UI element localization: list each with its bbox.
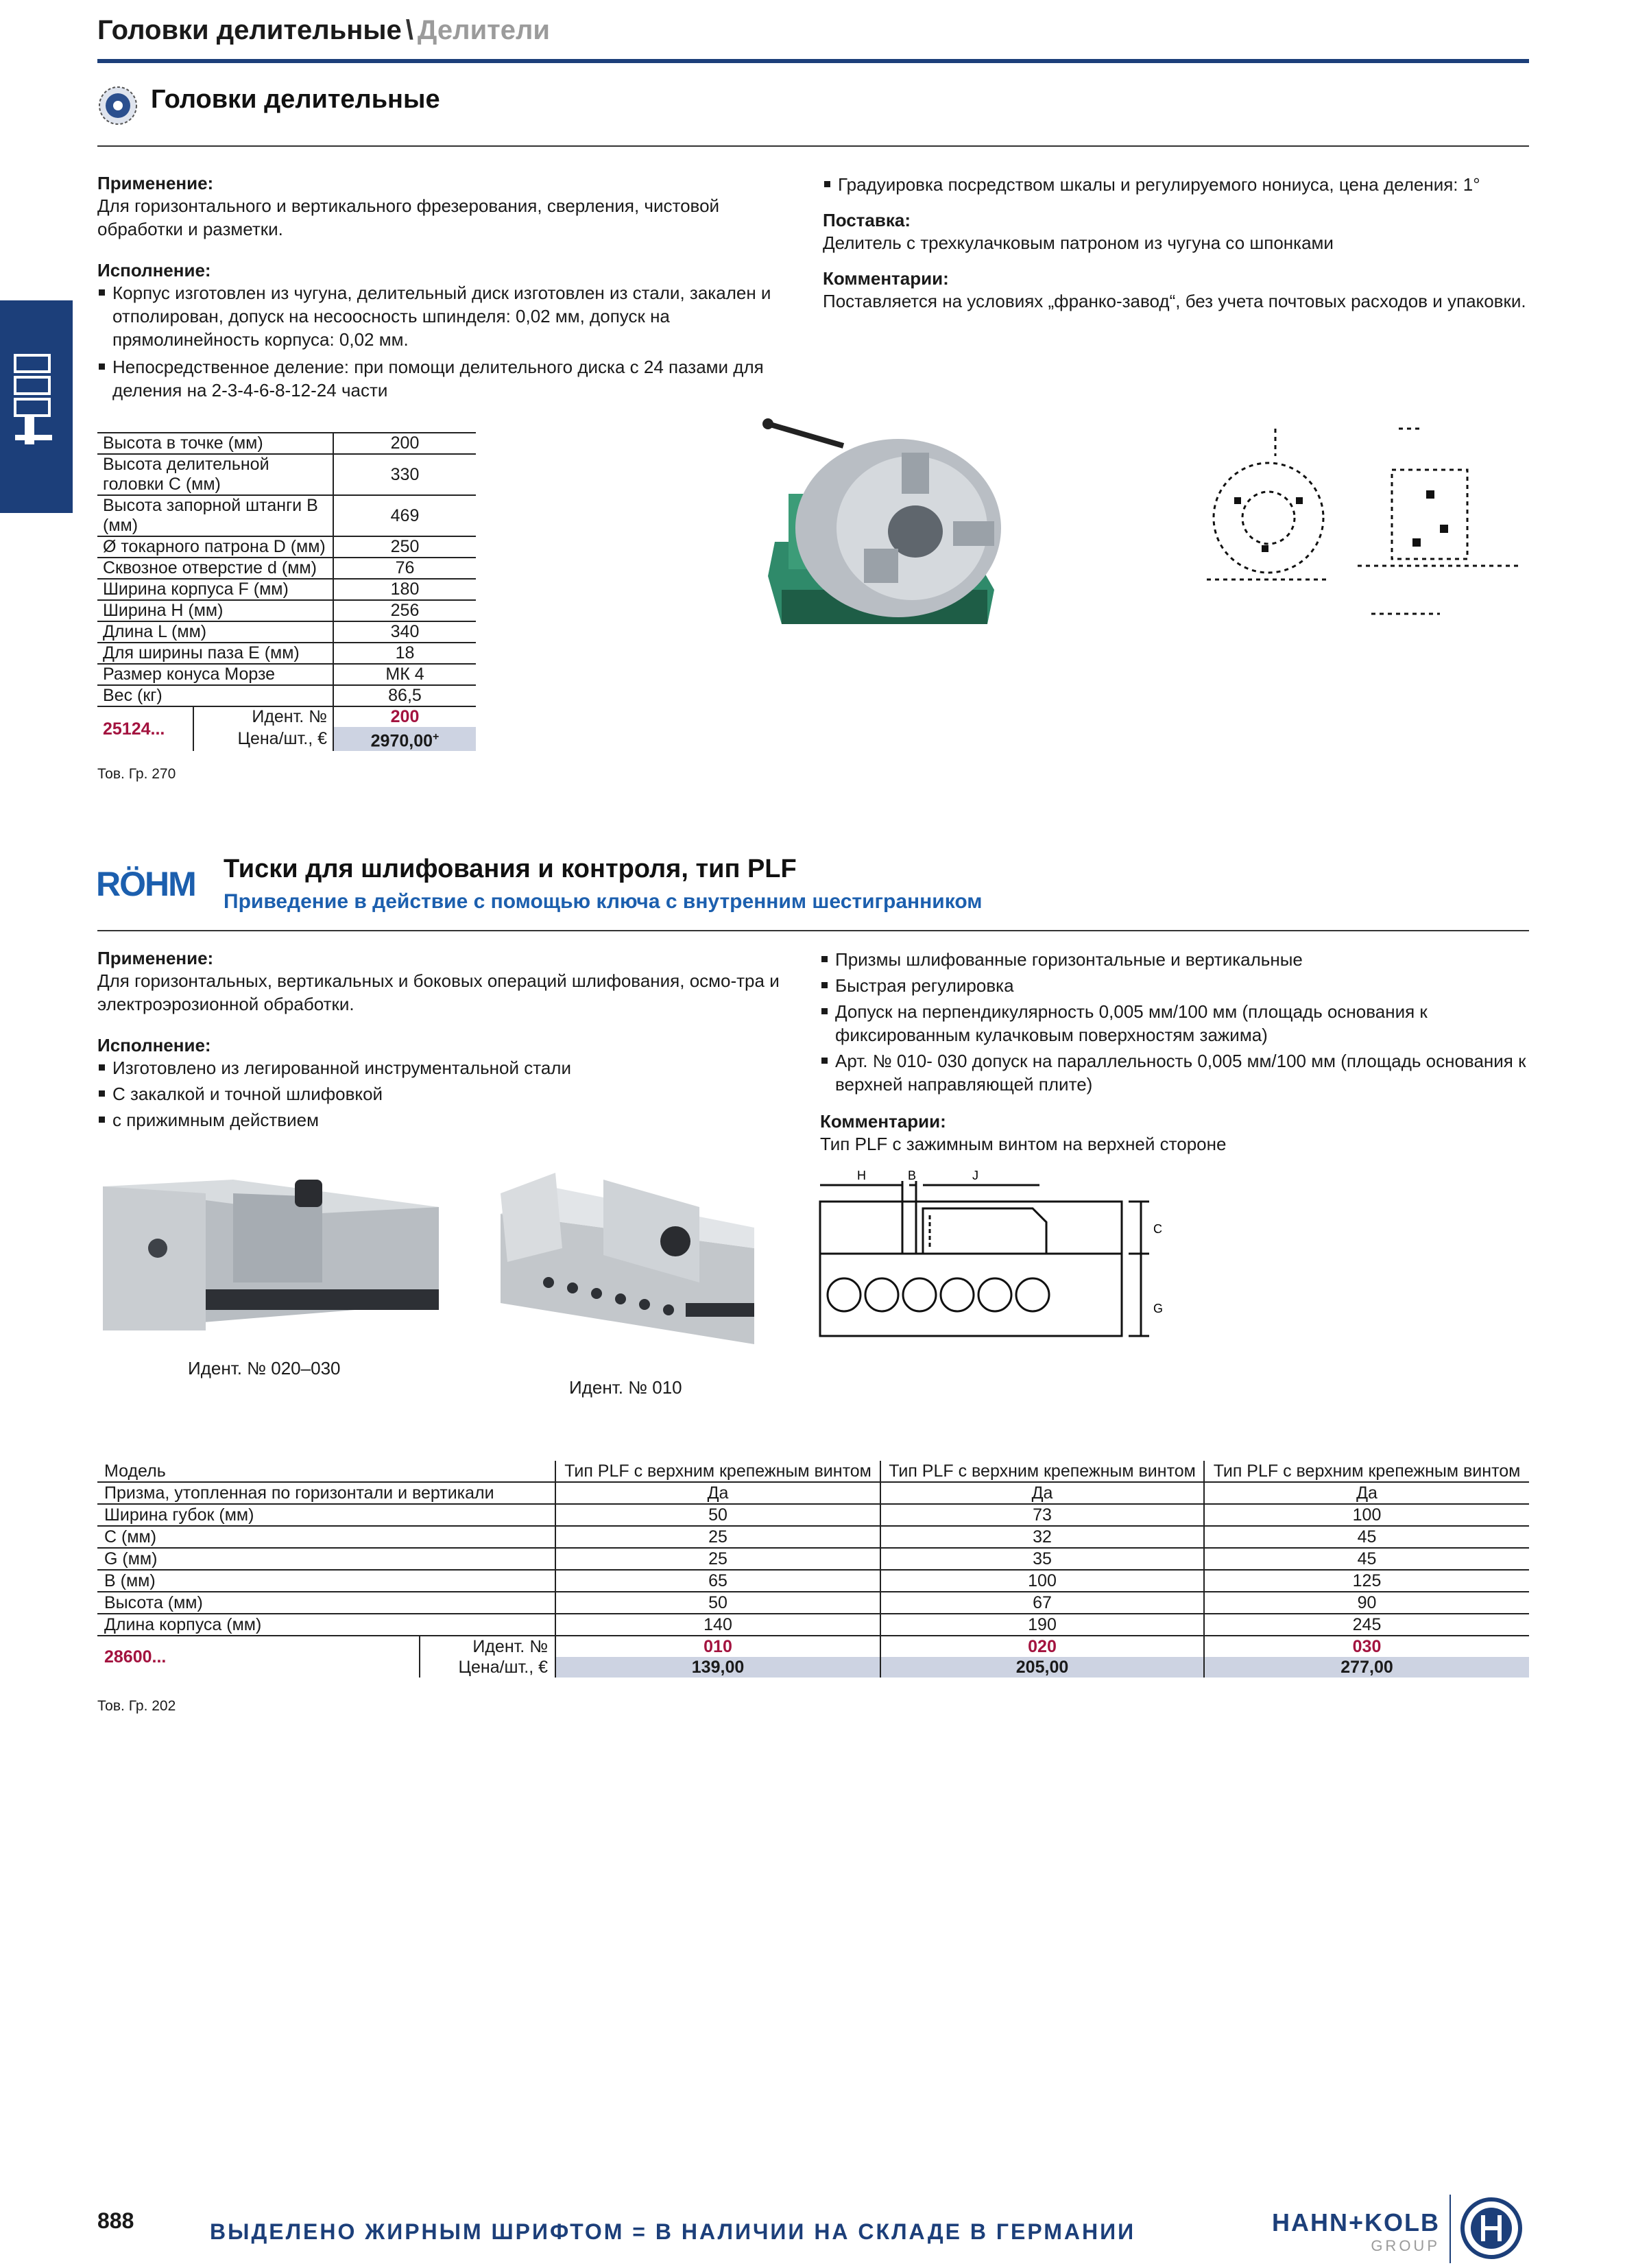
goods-group: Тов. Гр. 202 <box>97 1698 176 1714</box>
footer-logo-divider <box>1449 2195 1451 2263</box>
price-label: Цена/шт., € <box>237 729 327 749</box>
comments-text: Поставляется на условиях „франко-завод“, без учета почтовых расходов и упаковки. <box>823 291 1526 311</box>
logo-bottom-text: GROUP <box>1371 2237 1440 2254</box>
spec-row: Длина L (мм) 340 <box>97 621 476 643</box>
header-title: Головки делительные <box>97 15 402 45</box>
ident-label: Идент. № <box>420 1636 555 1657</box>
design-label: Исполнение: <box>97 260 211 280</box>
price-value: 2970,00+ <box>333 727 476 751</box>
design-bullet: Корпус изготовлен из чугуна, делительный диск изготовлен из стали, закален и отполирован, допуск на несоосность шпинделя: 0,02 мм, допуск на прямолинейность корпуса: 0,02 мм. <box>97 281 797 351</box>
application-label: Применение: <box>97 948 214 968</box>
section2-right-text <box>820 948 1529 1156</box>
design-label: Исполнение: <box>97 1035 211 1055</box>
comments-text: Тип PLF с зажимным винтом на верхней стороне <box>820 1134 1227 1154</box>
goods-group: Тов. Гр. 270 <box>97 766 176 783</box>
caption-020-030: Идент. № 020–030 <box>188 1358 341 1378</box>
header-separator: \ <box>405 15 413 45</box>
header-subtitle: Делители <box>417 15 550 45</box>
ident-row: 28600... Идент. № 010 020 030 <box>97 1636 1529 1657</box>
table-row: В (мм) 65 100 125 <box>97 1570 1529 1592</box>
ident-row <box>97 706 476 727</box>
feature-bullet: Быстрая регулировка <box>820 974 1529 997</box>
table-row: Высота (мм) 50 67 90 <box>97 1592 1529 1614</box>
table-row: С (мм) 25 32 45 <box>97 1526 1529 1548</box>
design-bullet: Изготовлено из легированной инструментальной стали <box>97 1056 810 1079</box>
section2-title: Тиски для шлифования и контроля, тип PLF <box>224 855 797 883</box>
spec-row: Вес (кг) 86,5 <box>97 685 476 706</box>
section2-subtitle: Приведение в действие с помощью ключа с внутренним шестигранником <box>224 890 983 913</box>
dim-c-label: C <box>1153 1222 1162 1236</box>
dividing-head-spec-table <box>97 432 476 783</box>
spec-row: Ширина H (мм) 256 <box>97 600 476 621</box>
graduation-bullet: Градуировка посредством шкалы и регулируемого нониуса, цена деления: 1° <box>823 173 1529 196</box>
price-label: Цена/шт., € <box>458 1658 549 1677</box>
stock-notice: ВЫДЕЛЕНО ЖИРНЫМ ШРИФТОМ = В НАЛИЧИИ НА СКЛАДЕ В ГЕРМАНИИ <box>210 2219 1136 2244</box>
page-number: 888 <box>97 2208 134 2233</box>
dividing-head-icon <box>0 300 73 513</box>
spec-row: Высота делительной головки С (мм) 330 <box>97 454 476 495</box>
design-bullet: с прижимным действием <box>97 1108 810 1132</box>
dim-g-label: G <box>1153 1302 1164 1315</box>
supply-text: Делитель с трехкулачковым патроном из чугуна со шпонками <box>823 232 1334 253</box>
spec-row: Сквозное отверстие d (мм) 76 <box>97 558 476 579</box>
article-prefix: 25124... <box>97 706 193 751</box>
section1-title: Головки делительные <box>151 85 440 114</box>
vise-spec-table <box>97 1461 1529 1715</box>
model-row: Модель Тип PLF с верхним крепежным винтом Тип PLF с верхним крепежным винтом Тип PLF с верхним крепежным винтом <box>97 1461 1529 1482</box>
comments-label: Комментарии: <box>820 1111 946 1132</box>
hahn-kolb-wordmark <box>1234 2208 1440 2255</box>
section1-right-text <box>823 173 1529 313</box>
rohm-logo-text: RÖHM <box>96 866 195 900</box>
application-label: Применение: <box>97 173 214 193</box>
ident-label: Идент. № <box>193 706 333 727</box>
dim-h-label: H <box>857 1169 866 1182</box>
design-bullet: С закалкой и точной шлифовкой <box>97 1082 810 1106</box>
page-header <box>97 15 1529 63</box>
vise-photo-010 <box>494 1166 768 1365</box>
supply-label: Поставка: <box>823 210 911 230</box>
table-row: Длина корпуса (мм) 140 190 245 <box>97 1614 1529 1636</box>
design-bullet: Непосредственное деление: при помощи делительного диска с 24 пазами для деления на 2-3-4-6-8-12-24 части <box>97 355 797 402</box>
feature-bullet: Допуск на перпендикулярность 0,005 мм/100 мм (площадь основания к фиксированным кулачковым поверхностям зажима) <box>820 1000 1529 1047</box>
table-row: G (мм) 25 35 45 <box>97 1548 1529 1570</box>
ident-value: 200 <box>333 706 476 727</box>
caption-010: Идент. № 010 <box>569 1377 682 1398</box>
table-row: Ширина губок (мм) 50 73 100 <box>97 1504 1529 1526</box>
spec-row: Высота запорной штанги В (мм) 469 <box>97 495 476 536</box>
application-text: Для горизонтального и вертикального фрезерования, сверления, чистовой обработки и разметки. <box>97 195 720 239</box>
price-row: Цена/шт., € 139,00 205,00 277,00 <box>97 1657 1529 1678</box>
section2-divider <box>97 930 1529 931</box>
section1-badge-icon <box>97 85 139 126</box>
section1-left-text <box>97 173 797 402</box>
model-label: Модель <box>104 1461 166 1481</box>
hk-emblem-icon <box>1460 2197 1522 2259</box>
rohm-logo <box>96 866 213 900</box>
feature-bullet: Арт. № 010- 030 допуск на параллельность 0,005 мм/100 мм (площадь основания к верхней направляющей плите) <box>820 1049 1529 1096</box>
dim-b-label: B <box>908 1169 917 1182</box>
feature-bullet: Призмы шлифованные горизонтальные и вертикальные <box>820 948 1529 971</box>
spec-row: Размер конуса Морзе МК 4 <box>97 664 476 685</box>
article-prefix: 28600... <box>97 1636 420 1678</box>
vise-photo-020-030 <box>96 1166 446 1344</box>
spec-row: Ширина корпуса F (мм) 180 <box>97 579 476 600</box>
comments-label: Комментарии: <box>823 268 949 289</box>
dividing-head-photo <box>761 418 1001 631</box>
vise-technical-drawing <box>813 1167 1183 1359</box>
table-row: Призма, утопленная по горизонтали и вертикали Да Да Да <box>97 1482 1529 1504</box>
logo-top-text: HAHN+KOLB <box>1271 2208 1440 2236</box>
spec-row: Высота в точке (мм) 200 <box>97 433 476 454</box>
section2-left-text <box>97 948 810 1132</box>
spec-row: Для ширины паза Е (мм) 18 <box>97 643 476 664</box>
application-text: Для горизонтальных, вертикальных и боковых операций шлифования, осмо-тра и электроэрозионной обработки. <box>97 970 780 1014</box>
section1-divider <box>97 145 1529 147</box>
dividing-head-drawing <box>1193 422 1529 628</box>
side-category-tab <box>0 300 73 513</box>
dim-j-label: J <box>972 1169 978 1182</box>
spec-row: Ø токарного патрона D (мм) 250 <box>97 536 476 558</box>
